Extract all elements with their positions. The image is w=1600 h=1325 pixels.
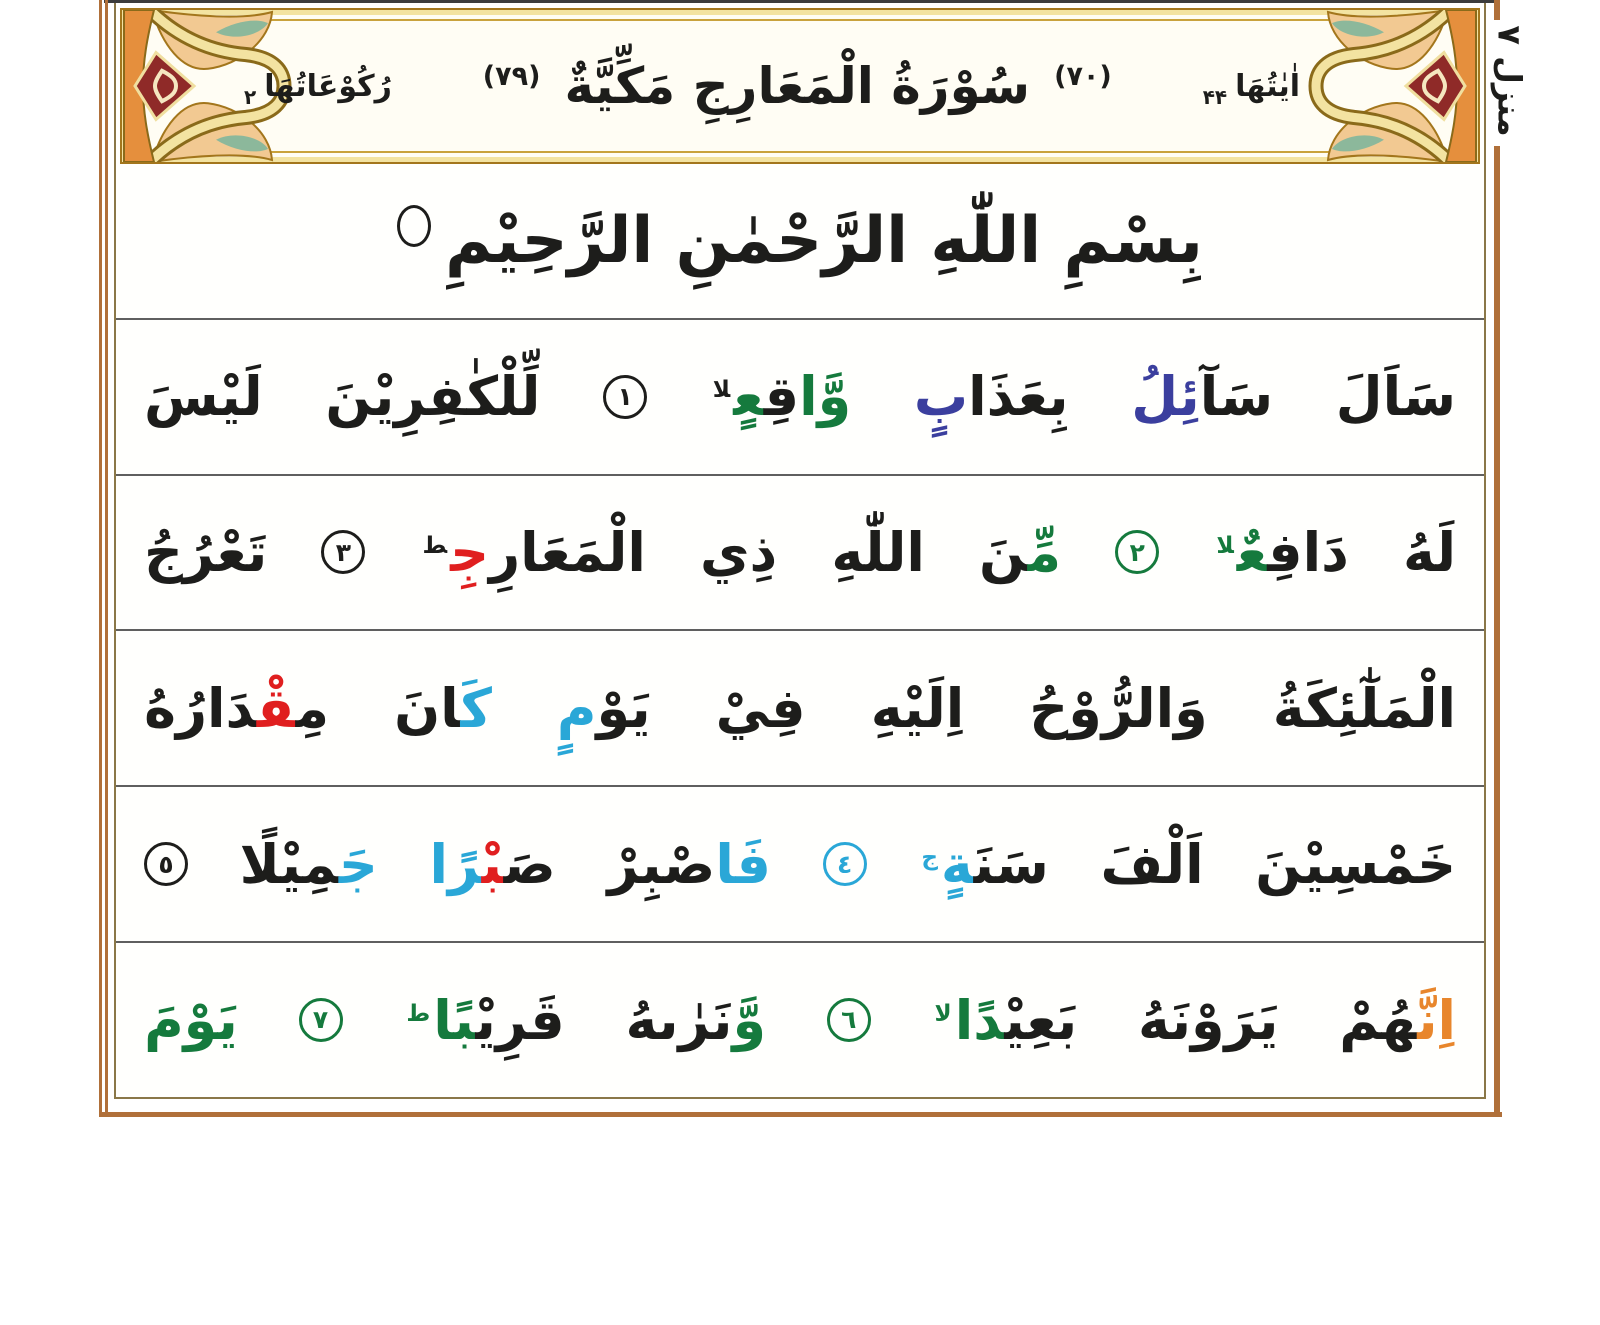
word: [914, 365, 1069, 428]
word: [918, 833, 1048, 896]
text-segment: تَعْرُجُ: [144, 521, 268, 585]
rukuat-label-text: رُكُوْعَاتُهَا: [264, 68, 392, 104]
word: [1403, 521, 1456, 584]
word: [557, 677, 651, 740]
word: [144, 989, 238, 1052]
band-text-row: [122, 10, 1478, 162]
ayah-marker: ١: [603, 375, 647, 419]
text-segment: وَالرُّوْحُ: [1029, 676, 1208, 740]
word: [716, 677, 806, 740]
text-segment: اللّٰهِ: [831, 521, 925, 585]
word: [831, 521, 925, 584]
word: [299, 989, 343, 1052]
text-segment: هُمْ: [1339, 988, 1418, 1052]
word: [1115, 521, 1159, 584]
word: [325, 365, 540, 428]
bismillah-end-ring: [397, 205, 431, 247]
word: [1255, 833, 1456, 896]
ayat-count-label: [1203, 63, 1300, 109]
text-segment: دَارُهُ: [144, 676, 257, 740]
word: [979, 521, 1061, 584]
word: [1339, 989, 1456, 1052]
text-segment: جِ: [450, 521, 490, 585]
word: [144, 677, 329, 740]
word: [394, 677, 492, 740]
text-segment: بْ: [481, 832, 504, 896]
text-segment: قَرِيْ: [475, 988, 565, 1052]
text-segment: بِعَذَا: [968, 365, 1069, 429]
word: [403, 989, 564, 1052]
stop-mark: ط: [406, 1000, 431, 1027]
word: [700, 521, 777, 584]
text-segment: بٍ: [913, 365, 969, 429]
word: [1336, 365, 1456, 428]
text-segment: مِ: [295, 676, 330, 740]
stop-mark: ط: [422, 533, 448, 560]
word: [932, 989, 1078, 1052]
verse-row: [116, 474, 1484, 630]
text-segment: نَرٰىهُ: [625, 988, 733, 1052]
stop-mark: لا: [1216, 533, 1234, 560]
text-segment: فِيْ: [715, 676, 806, 740]
text-segment: كَ: [460, 676, 492, 740]
surah-title: سُوْرَةُ الْمَعَارِجِ مَكِّيَّةٌ: [564, 57, 1031, 115]
text-segment: صَ: [503, 832, 556, 896]
ayat-count-value: ۴۴: [1202, 85, 1228, 109]
text-segment: مِّ: [1027, 521, 1062, 585]
ayah-marker: ٥: [144, 842, 188, 886]
text-segment: سَآ: [1199, 365, 1274, 429]
text-segment: الْمَعَارِ: [489, 521, 646, 585]
text-segment: دًا: [954, 988, 1005, 1052]
text-segment: قِ: [763, 365, 800, 429]
rukuat-count-label: [244, 63, 392, 109]
word: [608, 833, 771, 896]
word: [144, 833, 188, 896]
text-segment: خَمْسِيْنَ: [1255, 832, 1456, 896]
word: [420, 521, 646, 584]
ayat-label-text: اٰيٰتُهَا: [1235, 68, 1300, 104]
page-frame-left: [99, 0, 108, 1116]
text-segment: وَّا: [799, 365, 852, 429]
verse-row: [116, 785, 1484, 941]
text-segment: اِنَّ: [1417, 988, 1456, 1052]
text-segment: سَنَ: [973, 832, 1049, 896]
text-segment: عٌ: [1236, 521, 1268, 585]
word: [240, 833, 378, 896]
text-segment: لَيْسَ: [144, 365, 263, 429]
word: [1029, 677, 1207, 740]
text-segment: ذِي: [700, 521, 778, 585]
text-segment: الْمَلٰٓئِكَةُ: [1272, 676, 1456, 740]
stop-mark: ج: [921, 844, 938, 871]
ayah-marker: ٤: [823, 842, 867, 886]
word: [1138, 989, 1278, 1052]
rukuat-count-value: ۲: [244, 85, 257, 109]
manzil-text: منزل ۷: [1491, 25, 1529, 137]
text-segment: بَعِيْ: [1004, 988, 1078, 1052]
ayah-marker: ٦: [827, 998, 871, 1042]
word: [1273, 677, 1456, 740]
word: [1131, 365, 1273, 428]
word: [827, 989, 871, 1052]
text-segment: لِّلْكٰفِرِيْنَ: [325, 365, 541, 429]
word: [321, 521, 365, 584]
text-segment: اِلَيْهِ: [870, 676, 965, 740]
word: [823, 833, 867, 896]
stop-mark: لا: [712, 377, 731, 404]
text-segment: يَوْمَ: [144, 988, 238, 1052]
text-segment: عٍ: [733, 365, 764, 429]
word: [144, 365, 263, 428]
surah-header-band: [120, 8, 1480, 164]
text-segment: نَ: [979, 521, 1028, 585]
ayah-marker: ٢: [1115, 530, 1159, 574]
word: [430, 833, 556, 896]
word: [1213, 521, 1349, 584]
text-segment: ئِلُ: [1131, 365, 1200, 429]
word: [1101, 833, 1204, 896]
verse-row: [116, 629, 1484, 785]
page-frame-right: [1494, 146, 1500, 1116]
verse-rows: [116, 164, 1484, 1097]
verse-row: [116, 318, 1484, 474]
text-segment: وَّ: [732, 988, 767, 1052]
text-segment: يَوْ: [596, 676, 651, 740]
text-segment: مِيْلًا: [239, 832, 339, 896]
page-frame-bottom: [99, 1112, 1502, 1117]
text-segment: سَاَلَ: [1335, 365, 1456, 429]
text-segment: بًا: [433, 988, 476, 1052]
word: [603, 365, 647, 428]
word: [871, 677, 965, 740]
text-segment: ةٍ: [940, 832, 974, 896]
text-segment: يَرَوْنَهُ: [1137, 988, 1279, 1052]
text-segment: مٍ: [556, 676, 597, 740]
surah-number: (۷۰): [1054, 60, 1112, 92]
text-segment: دَافِ: [1267, 521, 1349, 585]
word: [144, 521, 267, 584]
text-segment: انَ: [394, 676, 461, 740]
text-box: [114, 3, 1486, 1099]
ayah-marker: ٧: [299, 998, 343, 1042]
text-segment: فَا: [715, 832, 771, 896]
stop-mark: لا: [934, 1000, 952, 1027]
verse-row: [116, 941, 1484, 1097]
text-segment: جَ: [338, 832, 378, 896]
manzil-margin-label: [1478, 16, 1542, 146]
ayah-marker: ٣: [321, 530, 365, 574]
text-segment: رًا: [429, 832, 482, 896]
bismillah-text: بِسْمِ اللّٰهِ الرَّحْمٰنِ الرَّحِيْمِ: [445, 203, 1203, 278]
revelation-number: (۷۹): [482, 60, 541, 92]
surah-title-group: [483, 57, 1112, 115]
text-segment: لَهُ: [1402, 521, 1456, 585]
text-segment: اَلْفَ: [1100, 832, 1204, 896]
word: [626, 989, 766, 1052]
word: [710, 365, 851, 428]
text-segment: قْ: [256, 676, 296, 740]
bismillah-row: [116, 164, 1484, 318]
text-segment: صْبِرْ: [607, 832, 716, 896]
